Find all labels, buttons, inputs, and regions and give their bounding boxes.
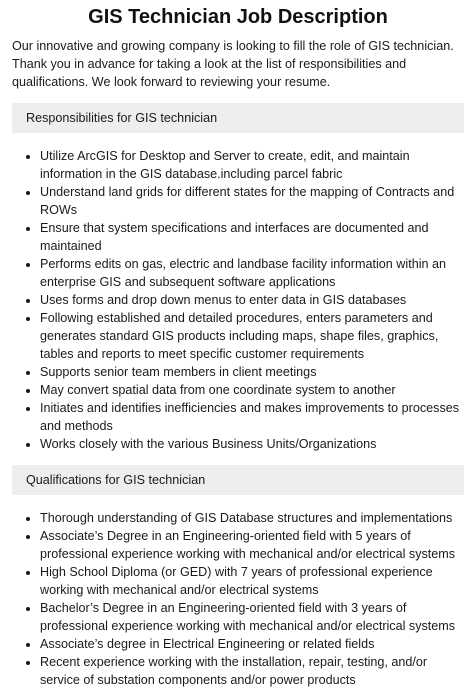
list-item: • Performs edits on gas, electric and landbase facility information within an enterprise GIS and subsequent software applications	[40, 255, 464, 291]
list-item: • Uses forms and drop down menus to enter data in GIS databases	[40, 291, 464, 309]
list-item: • Supports senior team members in client meetings	[40, 363, 464, 381]
list-item: • Initiates and identifies inefficiencies and makes improvements to processes and methods	[40, 399, 464, 435]
intro-paragraph: Our innovative and growing company is looking to fill the role of GIS technician. Thank you in advance for taking a look at the list of responsibilities and qualifications. We look forward to reviewing your resume.	[12, 39, 454, 89]
list-item: • Associate’s degree in Electrical Engineering or related fields	[40, 635, 464, 653]
list-item: • Associate’s Degree in an Engineering-oriented field with 5 years of professional experience working with mechanical and/or electrical systems	[40, 527, 464, 563]
list-item: • Following established and detailed procedures, enters parameters and generates standard GIS products including maps, shape files, graphics, tables and reports to meet specific customer requirements	[40, 309, 464, 363]
list-item: • Bachelor’s Degree in an Engineering-oriented field with 3 years of professional experience working with mechanical and/or electrical systems	[40, 599, 464, 635]
list-item: • Works closely with the various Business Units/Organizations	[40, 435, 464, 453]
list-item: • High School Diploma (or GED) with 7 years of professional experience working with mechanical and/or electrical systems	[40, 563, 464, 599]
responsibilities-list	[12, 147, 464, 453]
list-item: • May convert spatial data from one coordinate system to another	[40, 381, 464, 399]
qualifications-list	[12, 509, 464, 689]
list-item: • Utilize ArcGIS for Desktop and Server to create, edit, and maintain information in the GIS database.including parcel fabric	[40, 147, 464, 183]
page-title: GIS Technician Job Description	[88, 6, 388, 28]
list-item: • Ensure that system specifications and interfaces are documented and maintained	[40, 219, 464, 255]
list-item: • Thorough understanding of GIS Database structures and implementations	[40, 509, 464, 527]
list-item: • Understand land grids for different states for the mapping of Contracts and ROWs	[40, 183, 464, 219]
list-item: • Recent experience working with the installation, repair, testing, and/or service of substation components and/or power products	[40, 653, 464, 689]
qualifications-heading: Qualifications for GIS technician	[12, 465, 464, 495]
responsibilities-heading: Responsibilities for GIS technician	[12, 103, 464, 133]
